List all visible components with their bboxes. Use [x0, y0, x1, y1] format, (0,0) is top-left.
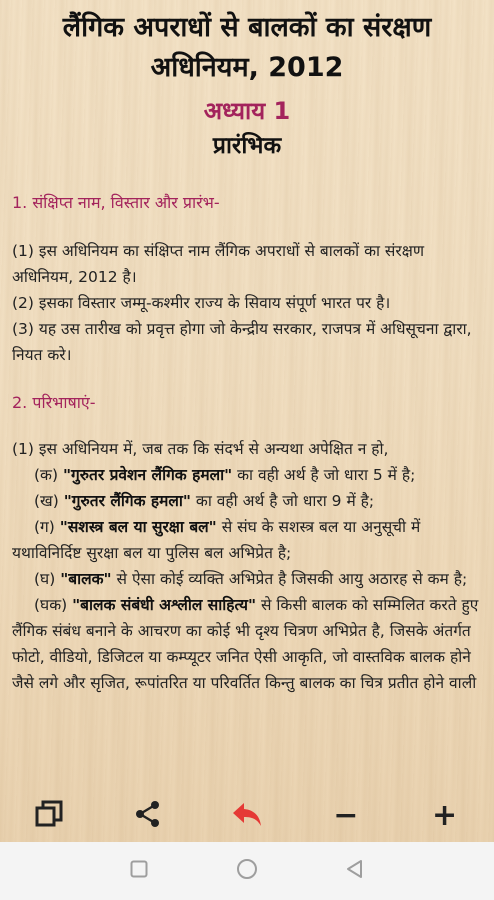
definition-term: "सशस्त्र बल या सुरक्षा बल": [59, 518, 217, 536]
definition-term: "बालक संबंधी अश्लील साहित्य": [72, 596, 257, 614]
zoom-out-icon: −: [333, 798, 359, 833]
chapter-number: अध्याय 1: [203, 97, 291, 125]
section-1-heading: 1. संक्षिप्त नाम, विस्तार और प्रारंभ-: [12, 193, 220, 212]
title-line-1: लैंगिक अपराधों से बालकों का संरक्षण: [62, 12, 432, 43]
android-nav-bar: [0, 842, 494, 900]
definition-item: [12, 566, 482, 592]
back-button[interactable]: [221, 794, 273, 838]
definition-text: का वही अर्थ है जो धारा 5 में है;: [232, 466, 416, 484]
copy-icon: [34, 799, 64, 833]
zoom-out-button[interactable]: [320, 794, 372, 838]
section-2-intro: (1) इस अधिनियम में, जब तक कि संदर्भ से अन्यथा अपेक्षित न हो,: [12, 440, 389, 458]
document-title: [10, 8, 484, 88]
reader-toolbar: [0, 790, 494, 842]
definition-text: से ऐसा कोई व्यक्ति अभिप्रेत है जिसकी आयु अठारह से कम है;: [111, 570, 468, 588]
share-button[interactable]: [122, 794, 174, 838]
section-1-clause-2: (2) इसका विस्तार जम्मू-कश्मीर राज्य के सिवाय संपूर्ण भारत पर है।: [12, 294, 391, 312]
section-1-clause-3: (3) यह उस तारीख को प्रवृत्त होगा जो केन्द्रीय सरकार, राजपत्र में अधिसूचना द्वारा, नियत करे।: [12, 320, 472, 364]
section-1-clause-1: (1) इस अधिनियम का संक्षिप्त नाम लैंगिक अपराधों से बालकों का संरक्षण अधिनियम, 2012 है।: [12, 242, 425, 286]
definition-item: [12, 462, 482, 488]
recents-button[interactable]: [125, 857, 153, 885]
definition-text: से किसी बालक को सम्मिलित करते हुए लैंगिक संबंध बनाने के आचरण का कोई भी दृश्य चित्रण अभिप्रेत है, जिसके अंतर्गत फोटो, वीडियो, डिजिटल या कम्प्यूटर जनित ऐसी आकृति, जो वास्तविक बालक होने जैसे लगे और सृजित, रूपांतरित या परिवर्तित किन्तु बालक का चित्र प्रतीत होने वाली: [12, 596, 479, 692]
home-circle-icon: [236, 858, 258, 884]
title-line-2: अधिनियम, 2012: [150, 52, 344, 83]
reply-back-icon: [231, 800, 263, 832]
definition-text: का वही अर्थ है जो धारा 9 में है;: [191, 492, 375, 510]
share-icon: [134, 800, 162, 832]
chapter-title: प्रारंभिक: [212, 133, 282, 159]
home-button[interactable]: [233, 857, 261, 885]
definition-term: "बालक": [60, 570, 112, 588]
definition-item: [12, 592, 482, 696]
definition-prefix: (घ): [34, 570, 61, 588]
definition-item: [12, 514, 482, 566]
definition-prefix: (ख): [34, 492, 64, 510]
definition-term: "गुरुतर लैंगिक हमला": [63, 492, 191, 510]
recents-square-icon: [130, 860, 148, 882]
definition-text: से संघ के सशस्त्र बल या अनुसूची में यथाविनिर्दिष्ट सुरक्षा बल या पुलिस बल अभिप्रेत है;: [12, 518, 421, 562]
definition-prefix: (घक): [34, 596, 73, 614]
definition-term: "गुरुतर प्रवेशन लैंगिक हमला": [62, 466, 233, 484]
definition-item: [12, 488, 482, 514]
zoom-in-button[interactable]: [419, 794, 471, 838]
definition-prefix: (क): [34, 466, 63, 484]
copy-button[interactable]: [23, 794, 75, 838]
definition-prefix: (ग): [34, 518, 60, 536]
zoom-in-icon: +: [432, 798, 458, 833]
back-nav-button[interactable]: [341, 857, 369, 885]
back-triangle-icon: [345, 859, 365, 883]
section-2-heading: 2. परिभाषाएं-: [12, 393, 96, 412]
